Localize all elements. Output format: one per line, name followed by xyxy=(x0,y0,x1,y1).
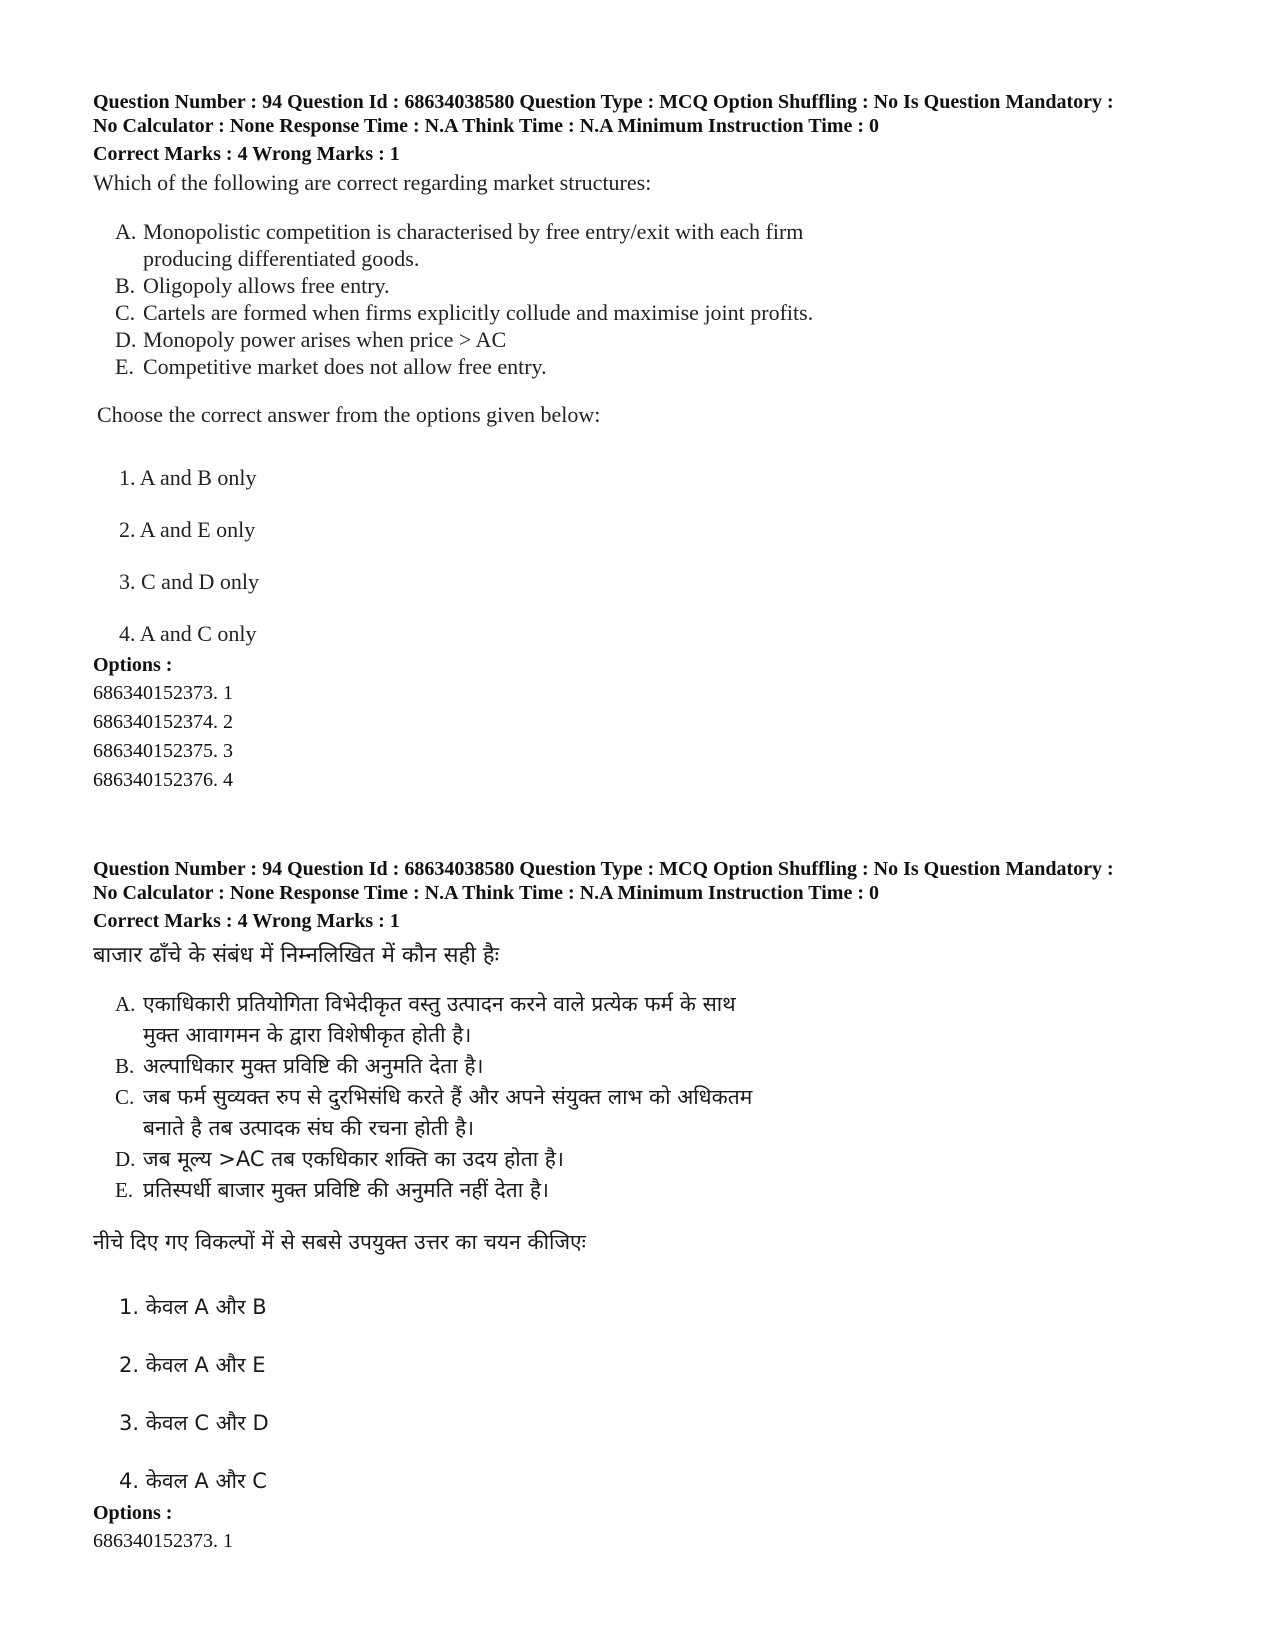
option-item: 686340152373. 1 xyxy=(93,1530,233,1552)
statement-a xyxy=(115,218,1203,272)
option-item: 686340152374. 2 xyxy=(93,711,233,733)
statement-label: B. xyxy=(115,273,136,298)
option-item: 686340152373. 1 xyxy=(93,682,233,704)
answer-choice-3: 3. C and D only xyxy=(119,569,259,594)
statement-list xyxy=(115,218,1203,380)
option-item: 686340152376. 4 xyxy=(93,769,233,791)
statement-e xyxy=(115,353,1203,380)
question-stem: बाजार ढाँचे के संबंध में निम्नलिखित में कौन सही हैः xyxy=(93,943,500,968)
answer-choice-4: 4. केवल A और C xyxy=(119,1469,267,1493)
question-stem: Which of the following are correct regarding market structures: xyxy=(93,170,652,195)
options-title: Options : xyxy=(93,1502,173,1524)
statement-label: D. xyxy=(115,1147,136,1171)
statement-d xyxy=(115,1144,1203,1175)
statement-text: एकाधिकारी प्रतियोगिता विभेदीकृत वस्तु उत्पादन करने वाले प्रत्येक फर्म के साथ मुक्त आवागमन के द्वारा विशेषीकृत होती है। xyxy=(143,992,736,1047)
options-title: Options : xyxy=(93,654,173,676)
statement-text: Monopoly power arises when price > AC xyxy=(143,327,507,352)
statement-d xyxy=(115,326,1203,353)
meta-line-1: Question Number : 94 Question Id : 68634038580 Question Type : MCQ Option Shuffling : No Is Question Mandatory : xyxy=(93,91,1114,113)
statement-e xyxy=(115,1175,1203,1206)
statement-text: जब मूल्य >AC तब एकधिकार शक्ति का उदय होता है। xyxy=(143,1147,564,1171)
answer-choice-2: 2. A and E only xyxy=(119,517,256,542)
marks-line: Correct Marks : 4 Wrong Marks : 1 xyxy=(93,910,400,932)
answer-choice-4: 4. A and C only xyxy=(119,621,257,646)
statement-a xyxy=(115,989,1203,1051)
statement-c xyxy=(115,1082,1203,1144)
marks-line: Correct Marks : 4 Wrong Marks : 1 xyxy=(93,143,400,165)
statement-label: A. xyxy=(115,219,137,244)
statement-text: अल्पाधिकार मुक्त प्रविष्टि की अनुमति देता है। xyxy=(143,1054,484,1078)
answer-choice-3: 3. केवल C और D xyxy=(119,1411,269,1435)
meta-line-1: Question Number : 94 Question Id : 68634038580 Question Type : MCQ Option Shuffling : No Is Question Mandatory : xyxy=(93,858,1114,880)
question-block-hindi xyxy=(93,857,1203,1556)
statement-c xyxy=(115,299,1203,326)
statement-label: D. xyxy=(115,327,137,352)
meta-line-2: No Calculator : None Response Time : N.A Think Time : N.A Minimum Instruction Time : 0 xyxy=(93,882,879,904)
statement-label: C. xyxy=(115,300,136,325)
statement-text: Monopolistic competition is characterised by free entry/exit with each firm producing differentiated goods. xyxy=(143,219,804,271)
answer-choice-2: 2. केवल A और E xyxy=(119,1353,266,1377)
statement-label: B. xyxy=(115,1054,135,1078)
answer-choice-1: 1. केवल A और B xyxy=(119,1295,267,1319)
choose-instruction: Choose the correct answer from the options given below: xyxy=(97,402,601,427)
answer-choices xyxy=(119,452,1203,660)
options-list xyxy=(93,1527,1203,1556)
statement-label: A. xyxy=(115,992,136,1016)
statement-text: जब फर्म सुव्यक्त रुप से दुरभिसंधि करते हैं और अपने संयुक्त लाभ को अधिकतम बनाते है तब उत्पादक संघ की रचना होती है। xyxy=(143,1085,753,1140)
statement-label: E. xyxy=(115,1178,134,1202)
answer-choice-1: 1. A and B only xyxy=(119,465,257,490)
option-item: 686340152375. 3 xyxy=(93,740,233,762)
statement-text: Competitive market does not allow free entry. xyxy=(143,354,547,379)
meta-line-2: No Calculator : None Response Time : N.A Think Time : N.A Minimum Instruction Time : 0 xyxy=(93,115,879,137)
statement-text: Cartels are formed when firms explicitly collude and maximise joint profits. xyxy=(143,300,814,325)
statement-b xyxy=(115,272,1203,299)
statement-text: Oligopoly allows free entry. xyxy=(143,273,390,298)
question-block-english xyxy=(93,90,1203,795)
statement-text: प्रतिस्पर्धी बाजार मुक्त प्रविष्टि की अनुमति नहीं देता है। xyxy=(143,1178,549,1202)
options-list xyxy=(93,679,1203,795)
statement-label: E. xyxy=(115,354,134,379)
question-meta xyxy=(93,90,1203,166)
statement-label: C. xyxy=(115,1085,135,1109)
question-meta xyxy=(93,857,1203,933)
statement-list xyxy=(115,989,1203,1206)
statement-b xyxy=(115,1051,1203,1082)
choose-instruction: नीचे दिए गए विकल्पों में से सबसे उपयुक्त उत्तर का चयन कीजिएः xyxy=(93,1230,586,1254)
answer-choices xyxy=(119,1278,1203,1510)
